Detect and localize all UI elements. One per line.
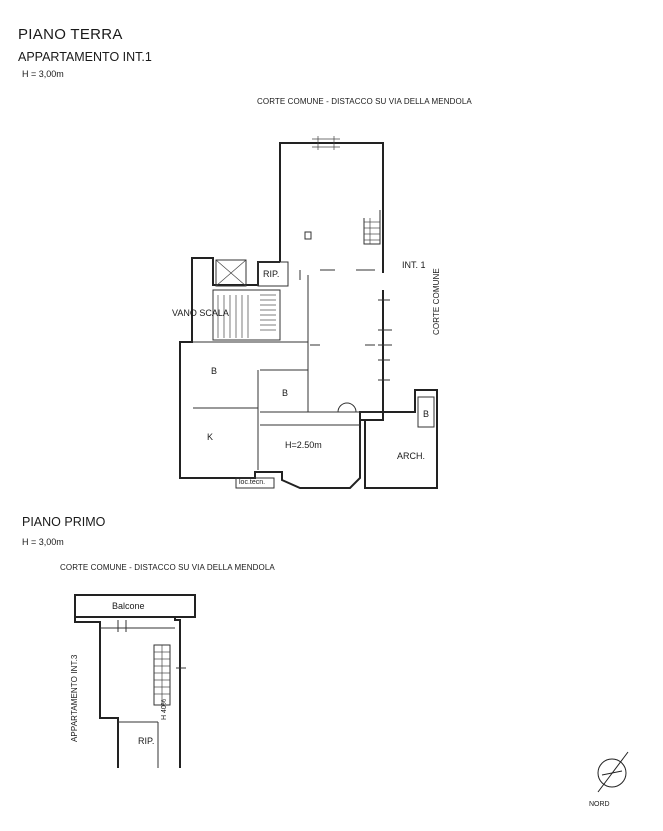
first-floor-walls (75, 595, 195, 768)
room-int1: INT. 1 (402, 260, 426, 270)
room-h-small: H 40% (161, 698, 168, 720)
room-bath-1: B (211, 366, 218, 376)
ground-floor-top-label: CORTE COMUNE - DISTACCO SU VIA DELLA MENDOLA (257, 97, 472, 106)
room-rip-ground: RIP. (263, 269, 280, 279)
room-bath-3: B (423, 409, 430, 419)
room-bath-2: B (282, 388, 289, 398)
room-vano-scala: VANO SCALA (172, 308, 229, 318)
compass-label: NORD (589, 801, 610, 808)
first-floor-side-label: APPARTAMENTO INT.3 (70, 654, 79, 742)
ground-floor-subtitle: APPARTAMENTO INT.1 (18, 50, 152, 64)
ground-floor-title: PIANO TERRA (18, 26, 123, 43)
compass-rose (598, 752, 628, 792)
ground-floor-side-label: CORTE COMUNE (432, 268, 441, 335)
first-floor-title: PIANO PRIMO (22, 515, 106, 529)
first-floor-height: H = 3,00m (22, 537, 64, 547)
first-floor-top-label: CORTE COMUNE - DISTACCO SU VIA DELLA MENDOLA (60, 563, 275, 572)
room-loc-tecn: loc.tecn. (239, 479, 266, 486)
room-archive: ARCH. (397, 451, 426, 461)
room-kitchen: K (207, 432, 214, 442)
room-rip-first: RIP. (138, 736, 155, 746)
room-living-height: H=2.50m (285, 440, 322, 450)
ground-floor-height: H = 3,00m (22, 69, 64, 79)
room-balcone: Balcone (112, 601, 145, 611)
